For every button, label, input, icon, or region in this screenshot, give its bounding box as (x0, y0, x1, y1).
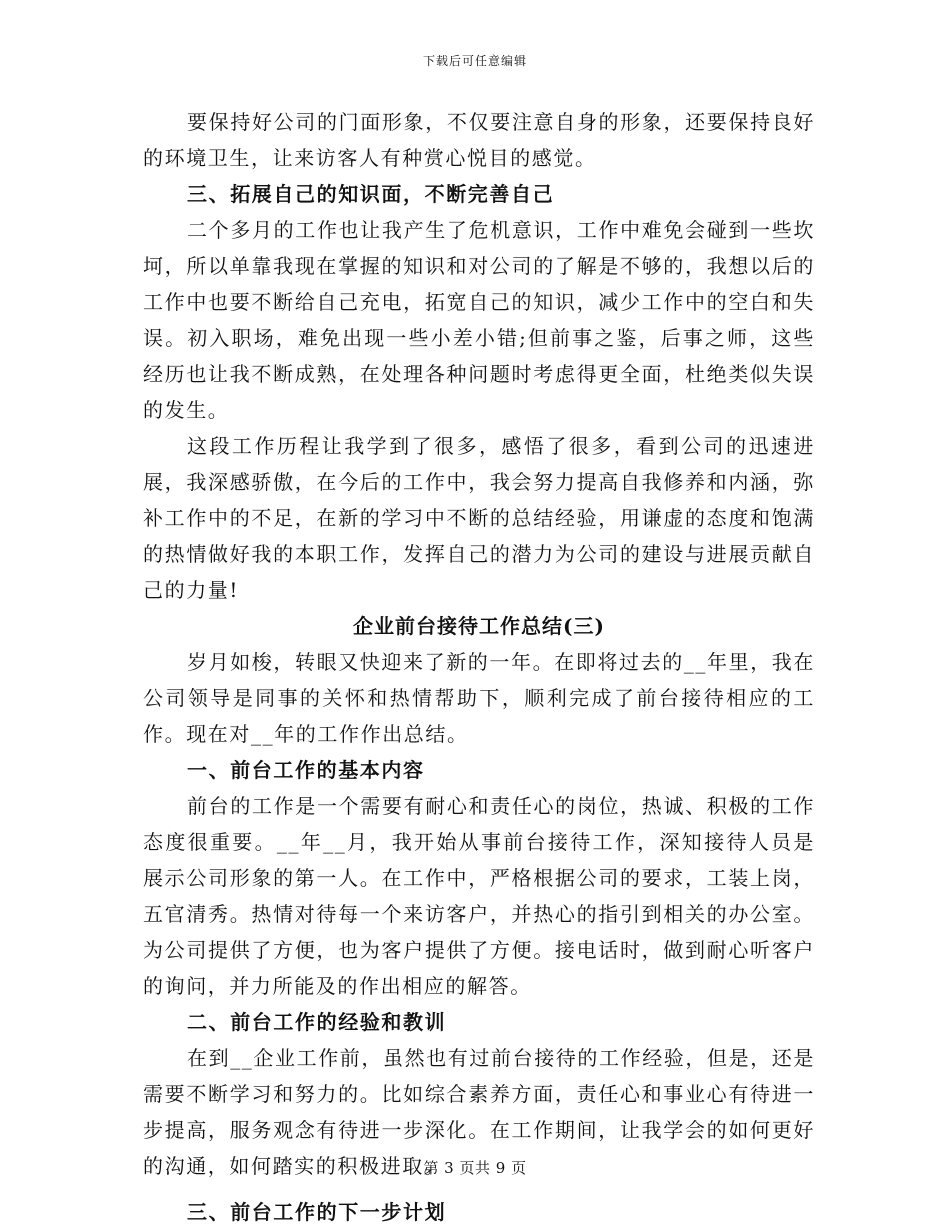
document-body (143, 104, 815, 1230)
section-heading-knowledge: 三、拓展自己的知识面，不断完善自己 (187, 182, 555, 206)
paragraph-reflection: 这段工作历程让我学到了很多，感悟了很多，看到公司的迅速进展，我深感骄傲，在今后的工作中，我会努力提高自我修养和内涵，弥补工作中的不足，在新的学习中不断的总结经验，用谦虚的态度和饱满的热情做好我的本职工作，发挥自己的潜力为公司的建设与进展贡献自己的力量! (143, 434, 815, 602)
page-footer: 第 3 页共 9 页 (423, 1159, 527, 1177)
section-heading-basic-content: 一、前台工作的基本内容 (187, 758, 425, 782)
paragraph-intro: 岁月如梭，转眼又快迎来了新的一年。在即将过去的__年里，我在公司领导是同事的关怀和热情帮助下，顺利完成了前台接待相应的工作。现在对__年的工作作出总结。 (143, 650, 815, 746)
section-heading-experience: 二、前台工作的经验和教训 (187, 1010, 447, 1034)
document-title: 企业前台接待工作总结(三) (353, 614, 605, 638)
paragraph-appearance: 要保持好公司的门面形象，不仅要注意自身的形象，还要保持良好的环境卫生，让来访客人有种赏心悦目的感觉。 (143, 110, 815, 170)
paragraph-experience: 在到__企业工作前，虽然也有过前台接待的工作经验，但是，还是需要不断学习和努力的。比如综合素养方面，责任心和事业心有待进一步提高，服务观念有待进一步深化。在工作期间，让我学会的如何更好的沟通，如何踏实的积极进取。 (143, 1046, 815, 1178)
section-heading-next-plan: 三、前台工作的下一步计划 (187, 1200, 447, 1224)
paragraph-crisis: 二个多月的工作也让我产生了危机意识，工作中难免会碰到一些坎坷，所以单靠我现在掌握的知识和对公司的了解是不够的，我想以后的工作中也要不断给自己充电，拓宽自己的知识，减少工作中的空白和失误。初入职场，难免出现一些小差小错;但前事之鉴，后事之师，这些经历也让我不断成熟，在处理各种问题时考虑得更全面，杜绝类似失误的发生。 (143, 218, 815, 422)
page-header: 下载后可任意编辑 (422, 54, 527, 68)
paragraph-basic-content: 前台的工作是一个需要有耐心和责任心的岗位，热诚、积极的工作态度很重要。__年__月，我开始从事前台接待工作，深知接待人员是展示公司形象的第一人。在工作中，严格根据公司的要求，工装上岗，五官清秀。热情对待每一个来访客户，并热心的指引到相关的办公室。为公司提供了方便，也为客户提供了方便。接电话时，做到耐心听客户的询问，并力所能及的作出相应的解答。 (143, 794, 815, 998)
